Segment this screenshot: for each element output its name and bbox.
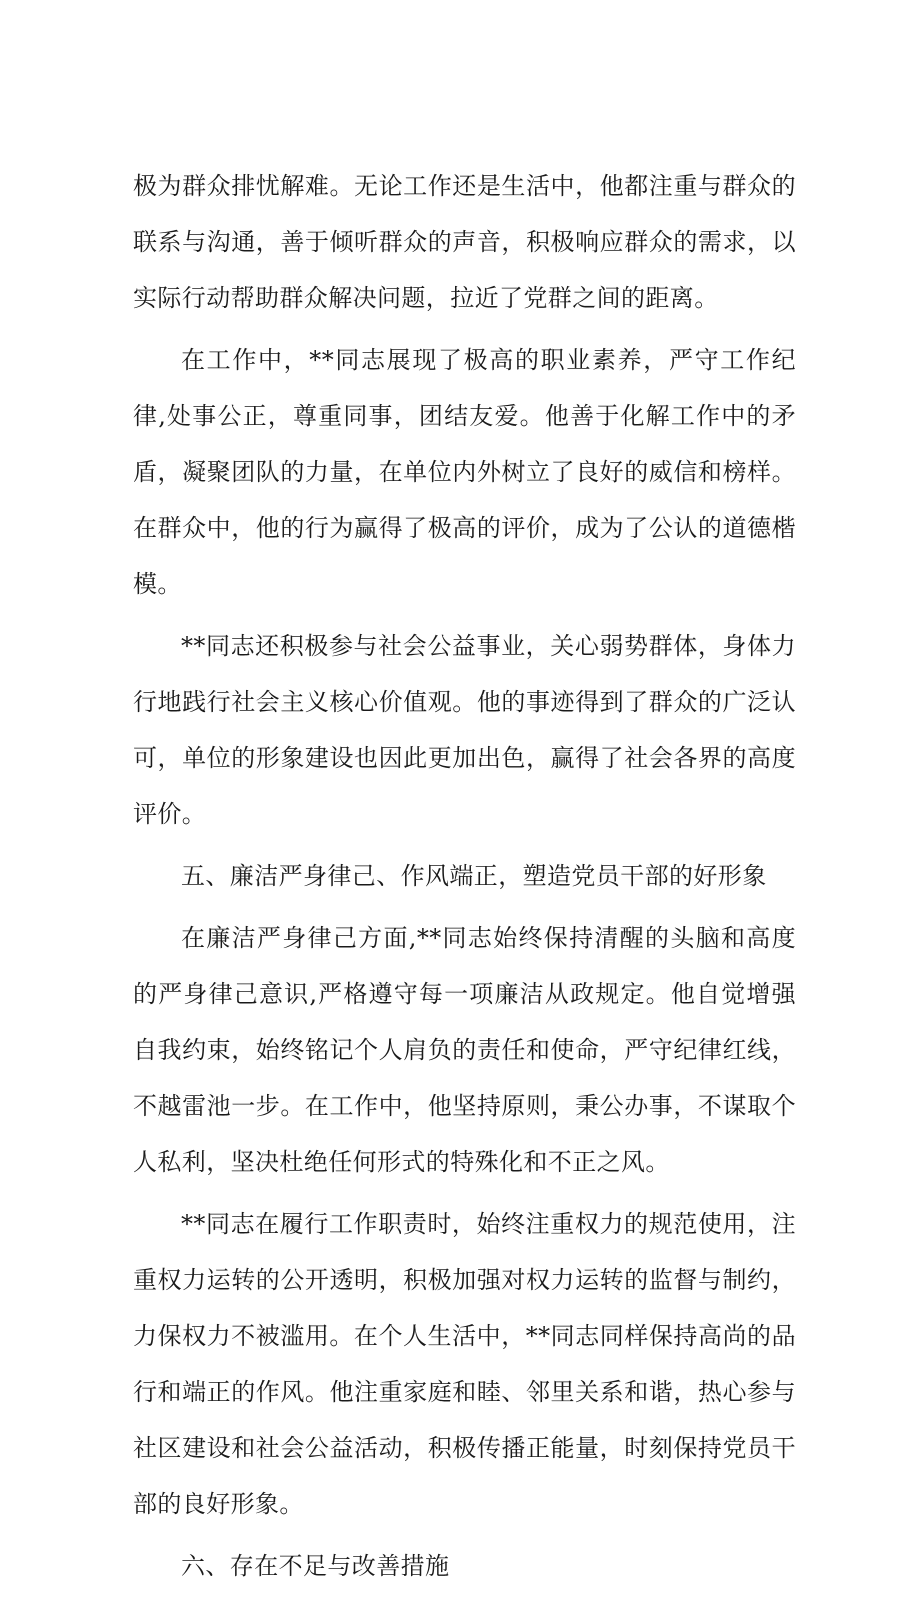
section-heading-5: 五、廉洁严身律己、作风端正，塑造党员干部的好形象 [181, 862, 767, 890]
section-heading-6: 六、存在不足与改善措施 [181, 1552, 450, 1580]
paragraph-1: 极为群众排忧解难。无论工作还是生活中，他都注重与群众的联系与沟通，善于倾听群众的声音，积极响应群众的需求，以实际行动帮助群众解决问题，拉近了党群之间的距离。 [133, 172, 796, 312]
paragraph-3: **同志还积极参与社会公益事业，关心弱势群体，身体力行地践行社会主义核心价值观。他的事迹得到了群众的广泛认可，单位的形象建设也因此更加出色，赢得了社会各界的高度评价。 [133, 632, 796, 828]
document-body [133, 158, 796, 1600]
paragraph-4: 在廉洁严身律己方面,**同志始终保持清醒的头脑和高度的严身律己意识,严格遵守每一项廉洁从政规定。他自觉增强自我约束，始终铭记个人肩负的责任和使命，严守纪律红线，不越雷池一步。在工作中，他坚持原则，秉公办事，不谋取个人私利，坚决杜绝任何形式的特殊化和不正之风。 [133, 924, 796, 1176]
paragraph-2: 在工作中，**同志展现了极高的职业素养，严守工作纪律,处事公正，尊重同事，团结友爱。他善于化解工作中的矛盾，凝聚团队的力量，在单位内外树立了良好的威信和榜样。在群众中，他的行为赢得了极高的评价，成为了公认的道德楷模。 [133, 346, 796, 598]
paragraph-5: **同志在履行工作职责时，始终注重权力的规范使用，注重权力运转的公开透明，积极加强对权力运转的监督与制约，力保权力不被滥用。在个人生活中，**同志同样保持高尚的品行和端正的作风。他注重家庭和睦、邻里关系和谐，热心参与社区建设和社会公益活动，积极传播正能量，时刻保持党员干部的良好形象。 [133, 1210, 796, 1518]
